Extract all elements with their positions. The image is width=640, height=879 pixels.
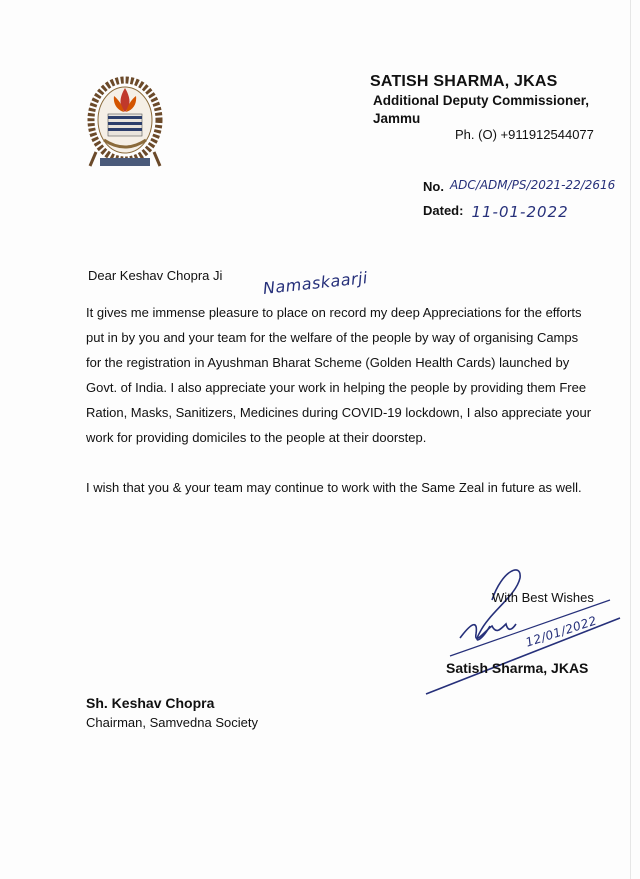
sender-designation: Additional Deputy Commissioner, [373,93,590,108]
signature-date: 12/01/2022 [523,613,599,650]
letterhead [370,73,589,127]
letter-body [86,300,596,500]
state-emblem-icon [86,74,164,172]
recipient-block [86,695,258,730]
recipient-name: Sh. Keshav Chopra [86,695,215,711]
ref-no-label: No. [423,179,444,194]
signatory-name: Satish Sharma, JKAS [446,660,589,676]
body-paragraph: I wish that you & your team may continue to work with the Same Zeal in future as well. [86,480,582,495]
ref-date-label: Dated: [423,203,464,218]
handwritten-greeting: Namaskaarji [262,268,369,298]
signature-scribble [420,560,630,700]
sender-location: Jammu [373,111,421,126]
ref-date-value: 11-01-2022 [471,203,569,221]
body-paragraph: It gives me immense pleasure to place on record my deep Appreciations for the efforts put in by you and your team for the welfare of the people by way of organising Camps for the registration in Ayushman Bharat Scheme (Golden Health Cards) launched by Govt. of India. I also appreciate your work in helping the people by providing them Free Ration, Masks, Sanitizers, Medicines during COVID-19 lockdown, I also appreciate your work for providing domiciles to the people at their doorstep. [86,305,592,445]
page-edge [630,0,631,879]
ref-no-value: ADC/ADM/PS/2021-22/2616 [449,178,616,192]
salutation: Dear Keshav Chopra Ji [88,268,223,283]
closing-phrase: With Best Wishes [492,590,594,605]
recipient-title: Chairman, Samvedna Society [86,715,258,730]
sender-name: SATISH SHARMA, JKAS [370,73,558,90]
reference-block [423,179,615,223]
sender-phone: Ph. (O) +911912544077 [455,127,594,142]
